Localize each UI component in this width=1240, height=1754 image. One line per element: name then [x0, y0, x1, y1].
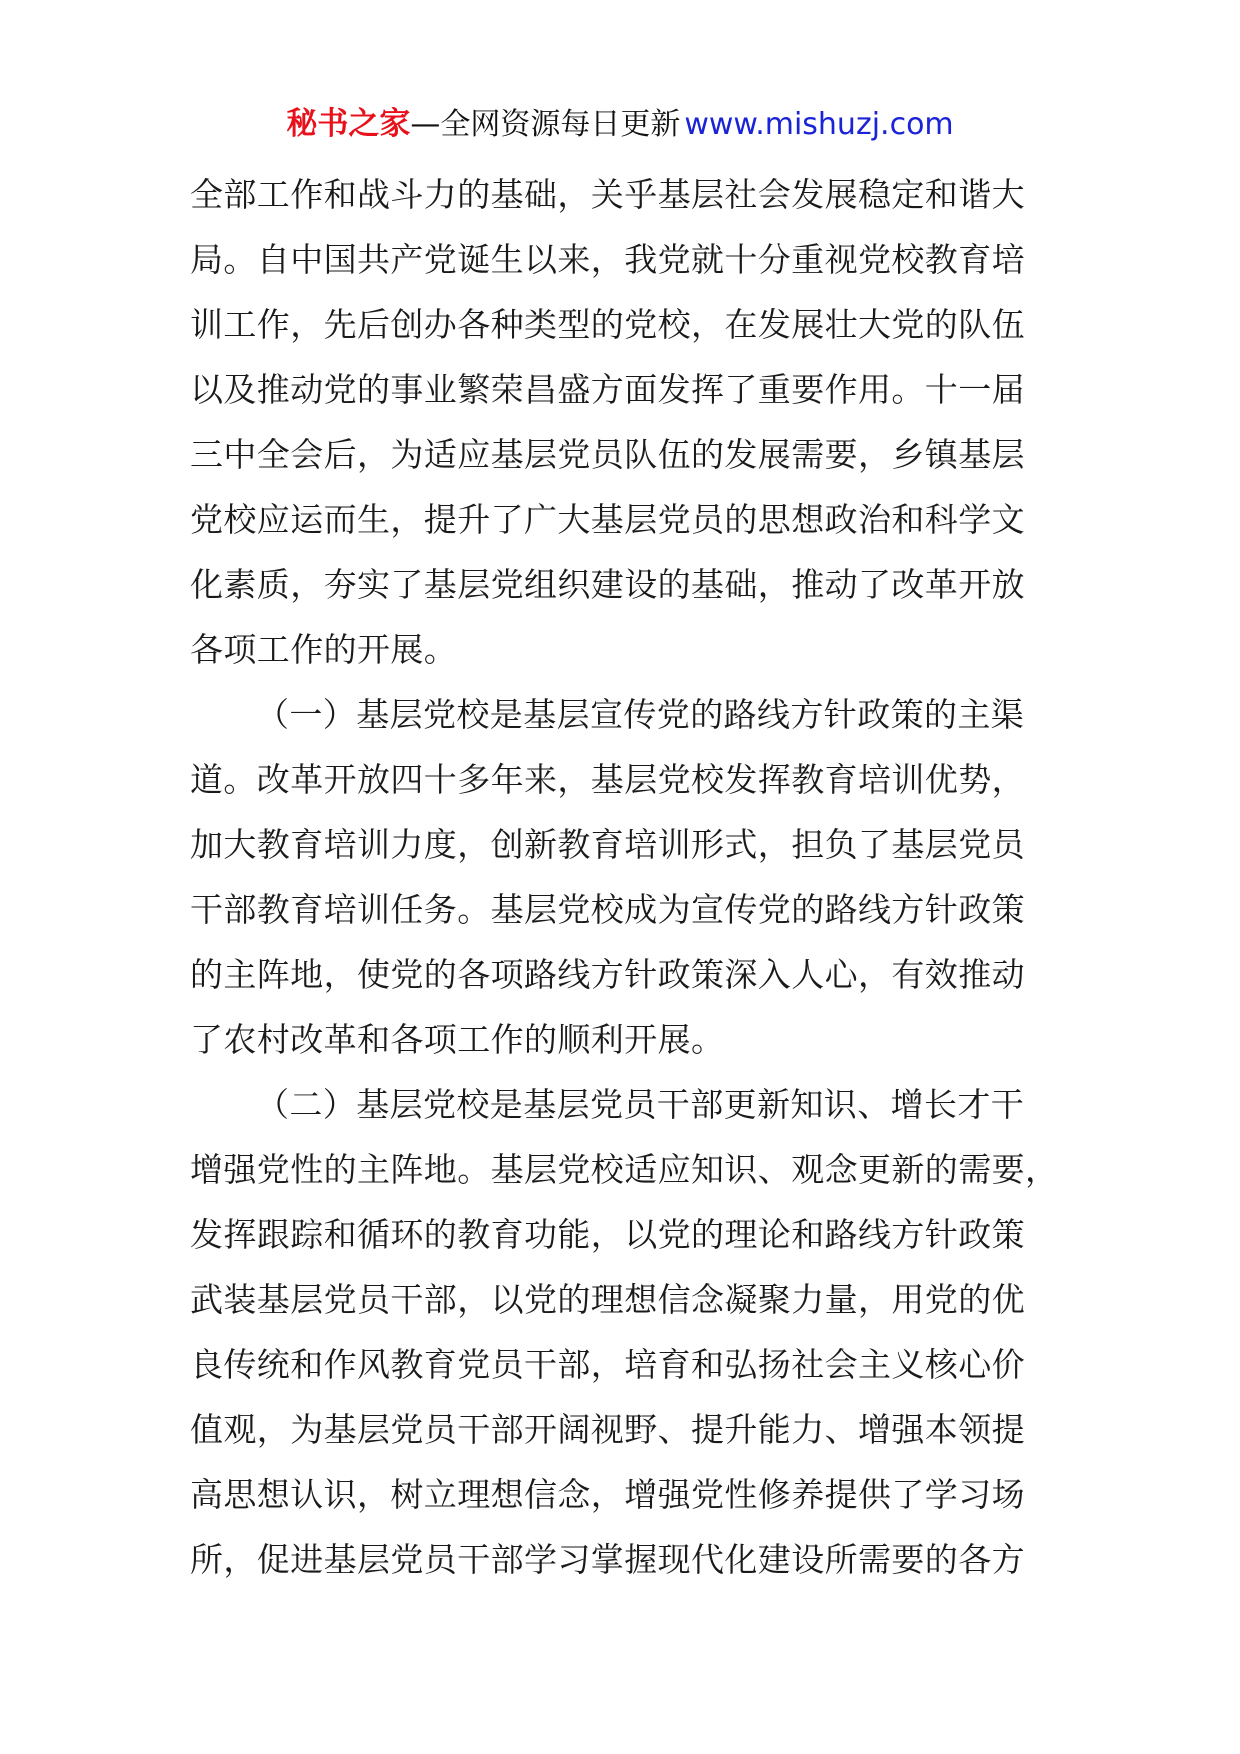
text-line: 值观，为基层党员干部开阔视野、提升能力、增强本领提	[190, 1410, 1025, 1449]
text-line: 化素质，夯实了基层党组织建设的基础，推动了改革开放	[190, 565, 1025, 604]
text-line: 三中全会后，为适应基层党员队伍的发展需要，乡镇基层	[190, 435, 1025, 474]
site-header	[0, 100, 1240, 149]
site-tagline: —全网资源每日更新	[410, 107, 681, 142]
text-line: 以及推动党的事业繁荣昌盛方面发挥了重要作用。十一届	[190, 370, 1025, 409]
text-line: 全部工作和战斗力的基础，关乎基层社会发展稳定和谐大	[190, 175, 1025, 214]
text-line: 训工作，先后创办各种类型的党校，在发展壮大党的队伍	[190, 305, 1025, 344]
text-line: 局。自中国共产党诞生以来，我党就十分重视党校教育培	[190, 240, 1025, 279]
text-line: 各项工作的开展。	[190, 630, 458, 669]
text-line: 道。改革开放四十多年来，基层党校发挥教育培训优势，	[190, 760, 1025, 799]
text-line: 发挥跟踪和循环的教育功能，以党的理论和路线方针政策	[190, 1215, 1025, 1254]
text-line: 增强党性的主阵地。基层党校适应知识、观念更新的需要，	[190, 1150, 1059, 1189]
text-line: 良传统和作风教育党员干部，培育和弘扬社会主义核心价	[190, 1345, 1025, 1384]
text-line: （二）基层党校是基层党员干部更新知识、增长才干	[256, 1085, 1025, 1124]
text-line: 了农村改革和各项工作的顺利开展。	[190, 1020, 725, 1059]
site-brand: 秘书之家	[286, 106, 411, 142]
text-line: 所，促进基层党员干部学习掌握现代化建设所需要的各方	[190, 1540, 1025, 1579]
text-line: 党校应运而生，提升了广大基层党员的思想政治和科学文	[190, 500, 1025, 539]
site-url-link[interactable]: www.mishuzj.com	[684, 107, 954, 142]
text-line: 的主阵地，使党的各项路线方针政策深入人心，有效推动	[190, 955, 1025, 994]
text-line: （一）基层党校是基层宣传党的路线方针政策的主渠	[256, 695, 1025, 734]
text-line: 武装基层党员干部，以党的理想信念凝聚力量，用党的优	[190, 1280, 1025, 1319]
text-line: 干部教育培训任务。基层党校成为宣传党的路线方针政策	[190, 890, 1025, 929]
text-line: 加大教育培训力度，创新教育培训形式，担负了基层党员	[190, 825, 1025, 864]
text-line: 高思想认识，树立理想信念，增强党性修养提供了学习场	[190, 1475, 1025, 1514]
document-body	[190, 162, 1090, 1592]
